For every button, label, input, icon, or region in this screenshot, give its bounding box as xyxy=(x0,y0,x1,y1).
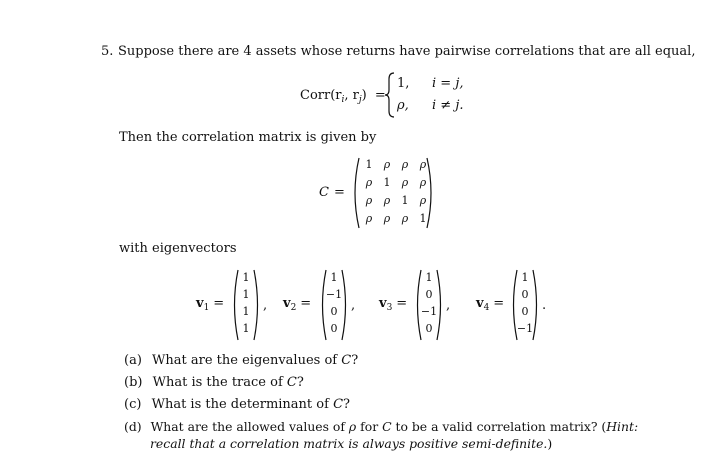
matrix-cell: ρ xyxy=(365,212,373,225)
matrix-cell: ρ xyxy=(383,194,391,207)
question-c-label: (c) xyxy=(124,397,142,412)
matrix-cell: ρ xyxy=(401,176,409,189)
question-c-var: C xyxy=(333,397,344,412)
corr-equals: = xyxy=(374,88,386,103)
corr-sub-i: i xyxy=(341,95,345,105)
vector-entry: 1 xyxy=(425,271,433,284)
vector-entry: 1 xyxy=(242,322,250,335)
vector-entry: 1 xyxy=(242,305,250,318)
matrix-cell: ρ xyxy=(365,176,373,189)
question-d-close: ) xyxy=(547,436,553,451)
eigenvector-punct: , xyxy=(351,298,356,313)
vector-entry: 0 xyxy=(330,305,338,318)
eigenvector-name: v xyxy=(283,296,291,311)
vector-entry: −1 xyxy=(325,288,343,301)
case1-value: 1, xyxy=(397,76,410,91)
question-d-hint xyxy=(150,436,552,451)
vector-entry: 1 xyxy=(242,271,250,284)
question-d-var: C xyxy=(382,419,392,434)
matrix-cell: ρ xyxy=(365,194,373,207)
question-c xyxy=(124,397,350,412)
eigenvector-subscript: 1 xyxy=(203,303,210,313)
eigenvector-punct: . xyxy=(542,298,547,313)
eigenvector-name: v xyxy=(379,296,387,311)
case2-condition: i ≠ j. xyxy=(432,98,464,113)
question-d-text1: What are the allowed values of xyxy=(150,419,349,434)
eigenvector-subscript: 4 xyxy=(483,303,490,313)
vector-entry: 0 xyxy=(521,305,529,318)
question-d-hint-label: Hint: xyxy=(606,419,639,434)
correlation-matrix xyxy=(351,156,435,230)
question-b-label: (b) xyxy=(124,375,143,390)
matrix-cell: 1 xyxy=(383,176,391,189)
question-b-end: ? xyxy=(296,375,304,390)
question-d-rho: ρ xyxy=(348,419,357,434)
c-equals: = xyxy=(334,185,345,200)
matrix-cell: 1 xyxy=(401,194,409,207)
matrix-cell: ρ xyxy=(419,176,427,189)
then-text: Then the correlation matrix is given by xyxy=(119,130,377,145)
matrix-cell: 1 xyxy=(365,158,373,171)
question-b-var: C xyxy=(286,375,297,390)
eigenvector-equals: = xyxy=(213,296,225,311)
vector-entry: 1 xyxy=(521,271,529,284)
case2-value: ρ, xyxy=(397,98,409,113)
corr-lhs xyxy=(300,88,386,103)
matrix-cell: ρ xyxy=(383,158,391,171)
eigenvector-column xyxy=(319,268,349,342)
question-b xyxy=(124,375,304,390)
corr-sub-j: j xyxy=(358,95,362,105)
question-a-var: C xyxy=(341,353,352,368)
question-d-text2: for xyxy=(356,419,383,434)
eigenvector-subscript: 3 xyxy=(386,303,393,313)
question-c-end: ? xyxy=(343,397,350,412)
matrix-cell: ρ xyxy=(419,158,427,171)
matrix-cell: 1 xyxy=(419,212,427,225)
eigenvector-label xyxy=(476,296,504,311)
question-a xyxy=(124,353,358,368)
eigenvector-column xyxy=(510,268,540,342)
question-d-hint-text: recall that a correlation matrix is always positive semi-definite. xyxy=(150,436,548,451)
with-text: with eigenvectors xyxy=(119,241,237,256)
vector-entry: 0 xyxy=(425,322,433,335)
question-d-label: (d) xyxy=(124,419,142,434)
question-a-label: (a) xyxy=(124,353,142,368)
vector-entry: −1 xyxy=(420,305,438,318)
eigenvector-label xyxy=(379,296,407,311)
eigenvector-equals: = xyxy=(300,296,312,311)
eigenvector-punct: , xyxy=(263,298,268,313)
eigenvector-subscript: 2 xyxy=(290,303,297,313)
corr-prefix: Corr(r xyxy=(300,88,342,103)
vector-entry: 0 xyxy=(425,288,433,301)
problem-intro: Suppose there are 4 assets whose returns have pairwise correlations that are all equal, xyxy=(118,44,696,59)
vector-entry: −1 xyxy=(516,322,534,335)
case1-condition: i = j, xyxy=(432,76,464,91)
eigenvector-equals: = xyxy=(493,296,505,311)
left-brace xyxy=(384,72,396,118)
matrix-cell: ρ xyxy=(401,158,409,171)
vector-entry: 0 xyxy=(330,322,338,335)
eigenvector-label xyxy=(283,296,311,311)
vector-entry: 1 xyxy=(330,271,338,284)
eigenvector-name: v xyxy=(476,296,484,311)
eigenvector-equals: = xyxy=(396,296,408,311)
c-label: C xyxy=(319,185,329,200)
question-a-end: ? xyxy=(351,353,359,368)
problem-number: 5. xyxy=(101,44,114,59)
eigenvector-label xyxy=(196,296,224,311)
vector-entry: 0 xyxy=(521,288,529,301)
eigenvector-punct: , xyxy=(446,298,451,313)
question-d xyxy=(124,419,638,434)
eigenvector-name: v xyxy=(196,296,204,311)
vector-entry: 1 xyxy=(242,288,250,301)
matrix-cell: ρ xyxy=(401,212,409,225)
corr-close: ) xyxy=(361,88,367,103)
question-b-text: What is the trace of xyxy=(152,375,287,390)
eigenvector-column xyxy=(414,268,444,342)
question-c-text: What is the determinant of xyxy=(151,397,334,412)
eigenvector-column xyxy=(231,268,261,342)
matrix-cell: ρ xyxy=(419,194,427,207)
corr-comma: , r xyxy=(344,88,359,103)
question-a-text: What are the eigenvalues of xyxy=(152,353,342,368)
matrix-cell: ρ xyxy=(383,212,391,225)
question-d-text3: to be a valid correlation matrix? ( xyxy=(391,419,607,434)
